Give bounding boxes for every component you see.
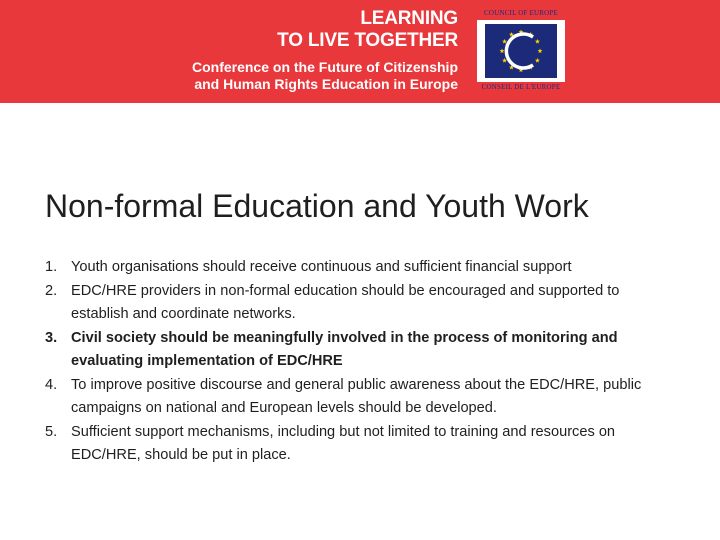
logo-top-text: COUNCIL OF EUROPE	[484, 9, 558, 17]
list-item	[45, 280, 675, 327]
list-item-text: To improve positive discourse and general public awareness about the EDC/HRE, public campaigns on national and European levels should be developed.	[71, 376, 642, 416]
logo-emblem	[477, 20, 565, 82]
list-item-text: Youth organisations should receive continuous and sufficient financial support	[71, 259, 572, 275]
logo-bottom-text: CONSEIL DE L'EUROPE	[481, 83, 561, 91]
list-item-text: Civil society should be meaningfully involved in the process of monitoring and evaluating implementation of EDC/HRE	[71, 329, 618, 369]
council-of-europe-logo	[473, 9, 569, 95]
list-item-text: Sufficient support mechanisms, including but not limited to training and resources on EDC/HRE, should be put in place.	[71, 423, 616, 463]
slide-title: Non-formal Education and Youth Work	[45, 188, 589, 224]
list-item	[45, 327, 675, 374]
conference-title-block	[192, 8, 458, 93]
subtitle-line-1: Conference on the Future of Citizenship	[191, 59, 458, 75]
list-item-number: 4.	[45, 376, 58, 393]
list-item-number: 1.	[45, 259, 58, 275]
list-item-text: EDC/HRE providers in non-formal education should be encouraged and supported to establish and coordinate networks.	[71, 282, 620, 322]
list-item	[45, 256, 675, 280]
header-banner	[0, 0, 720, 103]
coe-emblem-icon	[477, 20, 565, 82]
list-item	[45, 421, 675, 468]
list-item-number: 2.	[45, 282, 58, 299]
list-item-number: 5.	[45, 423, 58, 440]
list-item-number: 3.	[45, 329, 58, 346]
subtitle-line-2: and Human Rights Education in Europe	[194, 76, 458, 92]
headline-line-1: LEARNING	[360, 8, 458, 29]
headline-line-2: TO LIVE TOGETHER	[277, 30, 458, 51]
list-item	[45, 374, 675, 421]
recommendations-list	[45, 256, 675, 468]
